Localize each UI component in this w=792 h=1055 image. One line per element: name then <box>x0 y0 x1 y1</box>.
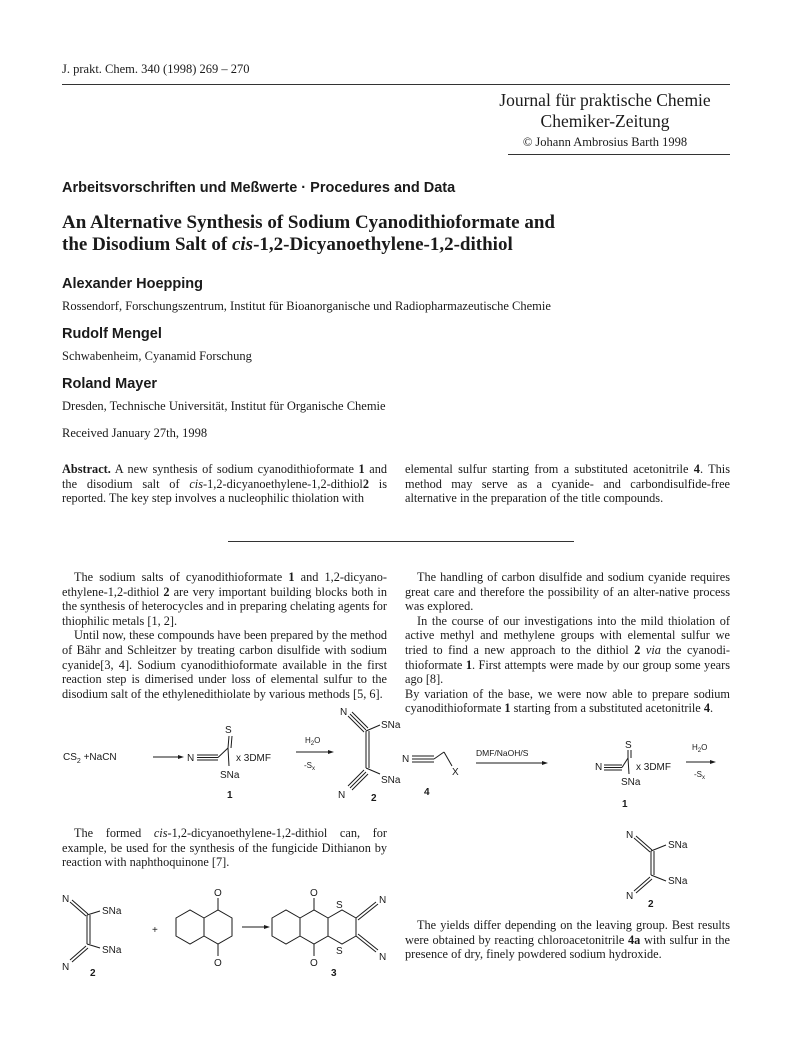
text: are very important building blocks both in the synthesis of heterocycles and in preparing chelating agents for thiophilic metals [1, 2]. <box>62 584 388 628</box>
scheme-reactants: $CS_2$ +NaCN <box>63 752 117 765</box>
atom-n: N <box>626 830 634 841</box>
text: . <box>709 701 714 716</box>
atom-n: N <box>402 754 410 765</box>
compound-label: 3 <box>331 968 337 979</box>
article-title <box>62 212 622 256</box>
scheme-3 <box>400 740 740 900</box>
compound-ref: 2 <box>634 642 641 657</box>
compound-ref: 4a <box>628 932 641 947</box>
compound-label: 4 <box>424 787 430 798</box>
atom-n: N <box>626 891 634 902</box>
section-heading: Arbeitsvorschriften und Meßwerte · Procedures and Data <box>62 180 456 196</box>
reagent-label: DMF/NaOH/S <box>476 748 529 758</box>
abstract-text: is reported. The key step involves a nucleophilic thiolation with <box>62 476 387 506</box>
title-line1: An Alternative Synthesis of Sodium Cyanodithioformate and <box>62 212 555 233</box>
text: starting from a substituted acetonitrile <box>510 701 704 716</box>
author-name: Rudolf Mengel <box>62 326 162 342</box>
body-right-column-2 <box>405 918 730 962</box>
title-text: -1,2-Dicyanoethylene-1,2-dithiol <box>253 234 513 255</box>
compound-label: 1 <box>622 799 628 810</box>
atom-sna: SNa <box>381 775 401 786</box>
body-left-column-2 <box>62 826 387 870</box>
atom-n: N <box>340 707 348 718</box>
abstract-text: A new synthesis of sodium cyanodithioformate <box>110 462 359 476</box>
title-text: the Disodium Salt of <box>62 234 232 255</box>
abstract-divider <box>228 541 574 542</box>
atom-o: O <box>214 888 222 899</box>
atom-n: N <box>187 753 195 764</box>
title-italic: cis <box>231 234 254 255</box>
masthead-rule <box>508 154 730 155</box>
atom-s: S <box>625 740 632 751</box>
plus-sign: + <box>152 925 158 936</box>
text: In the course of our investigations into the mild thiolation of active methyl and methylene groups with elemental sulfur we tried to find a new approach to the dithiol <box>405 613 730 657</box>
title-line2 <box>62 234 622 256</box>
reagent-h2o: $H_2O$ <box>305 736 321 747</box>
atom-o: O <box>214 958 222 969</box>
text: By variation of the base, we were now able to prepare sodium cyanodithioformate <box>405 686 730 716</box>
received-date: Received January 27th, 1998 <box>62 426 208 440</box>
compound-ref: 4 <box>693 462 700 476</box>
atom-sna: SNa <box>668 876 688 887</box>
author-affiliation: Schwabenheim, Cyanamid Forschung <box>62 349 252 363</box>
compound-label: 2 <box>90 968 96 979</box>
paragraph <box>405 918 730 962</box>
text-italic: cis <box>153 826 168 840</box>
text: -1,2-dicyanoethylene-1,2-dithiol can, for example, be used for the synthesis of the fungicide Dithianon by reaction with naphthoquinone [7]. <box>62 826 388 870</box>
atom-s: S <box>336 946 343 957</box>
compound-label: 2 <box>648 899 654 910</box>
abstract-left <box>62 462 387 506</box>
scheme-1 <box>58 698 401 810</box>
atom-sna: SNa <box>381 720 401 731</box>
solvate-label: x 3DMF <box>636 762 671 773</box>
abstract-text: elemental sulfur starting from a substituted acetonitrile <box>405 462 694 476</box>
atom-sna: SNa <box>102 906 122 917</box>
compound-ref: 1 <box>504 701 511 716</box>
reagent-h2o: $H_2O$ <box>692 743 708 754</box>
atom-sna: SNa <box>102 945 122 956</box>
body-left-column <box>62 570 387 701</box>
abstract-text: and the disodium salt of <box>62 462 387 491</box>
paragraph: Until now, these compounds have been prepared by the method of Bähr and Schleitzer by treating carbon disulfide with sodium cyanide[3, 4]. Sodium cyanodithioformate available in the first reaction step is dimerised under loss of elemental sulfur to the disodium salt of the ethylenedithiolate by various methods [5, 6]. <box>62 628 387 701</box>
paragraph <box>405 687 730 716</box>
atom-sna: SNa <box>621 777 641 788</box>
abstract-text: -1,2-dicyanoethylene-1,2-dithiol <box>203 476 363 491</box>
text: and 1,2-dicyano-ethylene-1,2-dithiol <box>62 570 387 599</box>
atom-sna: SNa <box>668 840 688 851</box>
body-right-column <box>405 570 730 716</box>
paragraph: The handling of carbon disulfide and sodium cyanide requires great care and therefore the possibility of an alter-native process was explored. <box>405 570 730 614</box>
author-name: Alexander Hoepping <box>62 276 203 292</box>
atom-o: O <box>310 958 318 969</box>
journal-masthead <box>480 90 730 151</box>
journal-name: Journal für praktische Chemie <box>499 90 711 110</box>
compound-ref: 4 <box>703 701 710 716</box>
leaving-group-x: X <box>452 767 459 778</box>
compound-ref: 2 <box>362 476 369 491</box>
copyright-line: © Johann Ambrosius Barth 1998 <box>522 135 688 149</box>
atom-n: N <box>62 962 70 973</box>
atom-n: N <box>379 952 387 963</box>
atom-s: S <box>225 725 232 736</box>
atom-sna: SNa <box>220 770 240 781</box>
abstract-text: . This method may serve as a cyanide- and carbondisulfide-free alternative in the preparation of the title compounds. <box>405 462 731 506</box>
paragraph <box>62 570 387 628</box>
paragraph <box>62 826 387 870</box>
author-affiliation: Dresden, Technische Universität, Institut für Organische Chemie <box>62 399 386 413</box>
text-italic: via <box>640 642 661 657</box>
compound-label: 2 <box>371 793 377 804</box>
citation: J. prakt. Chem. 340 (1998) 269 – 270 <box>62 62 250 76</box>
compound-ref: 1 <box>288 570 295 584</box>
atom-n: N <box>338 790 346 801</box>
abstract-italic: cis <box>189 476 204 491</box>
atom-o: O <box>310 888 318 899</box>
text: The formed <box>74 826 154 840</box>
compound-label: 1 <box>227 790 233 801</box>
solvate-label: x 3DMF <box>236 753 271 764</box>
reagent-minus-s: $-S_x$ <box>304 761 315 772</box>
text: The sodium salts of cyanodithioformate <box>74 570 289 584</box>
compound-ref: 2 <box>163 584 170 599</box>
abstract-right <box>405 462 730 506</box>
author-affiliation: Rossendorf, Forschungszentrum, Institut für Bioanorganische und Radiopharmazeutische Chemie <box>62 299 551 313</box>
paragraph <box>405 614 730 687</box>
atom-n: N <box>595 762 603 773</box>
abstract-label: Abstract. <box>62 462 111 476</box>
atom-n: N <box>62 894 70 905</box>
journal-subtitle: Chemiker-Zeitung <box>540 111 670 131</box>
compound-ref: 1 <box>465 657 472 672</box>
author-name: Roland Mayer <box>62 376 158 392</box>
text: . First attempts were made by our group some years ago [8]. <box>405 657 730 687</box>
scheme-2 <box>58 886 408 986</box>
reagent-minus-s: $-S_x$ <box>694 770 705 781</box>
text: with sulfur in the presence of dry, finely powdered sodium hydroxide. <box>405 932 730 962</box>
compound-ref: 1 <box>358 462 365 476</box>
text: The yields differ depending on the leaving group. Best results were obtained by reacting chloroacetonitrile <box>405 918 730 947</box>
text: the cyanodi-thioformate <box>405 642 730 672</box>
atom-s: S <box>336 900 343 911</box>
atom-n: N <box>379 895 387 906</box>
header-rule <box>62 84 730 85</box>
